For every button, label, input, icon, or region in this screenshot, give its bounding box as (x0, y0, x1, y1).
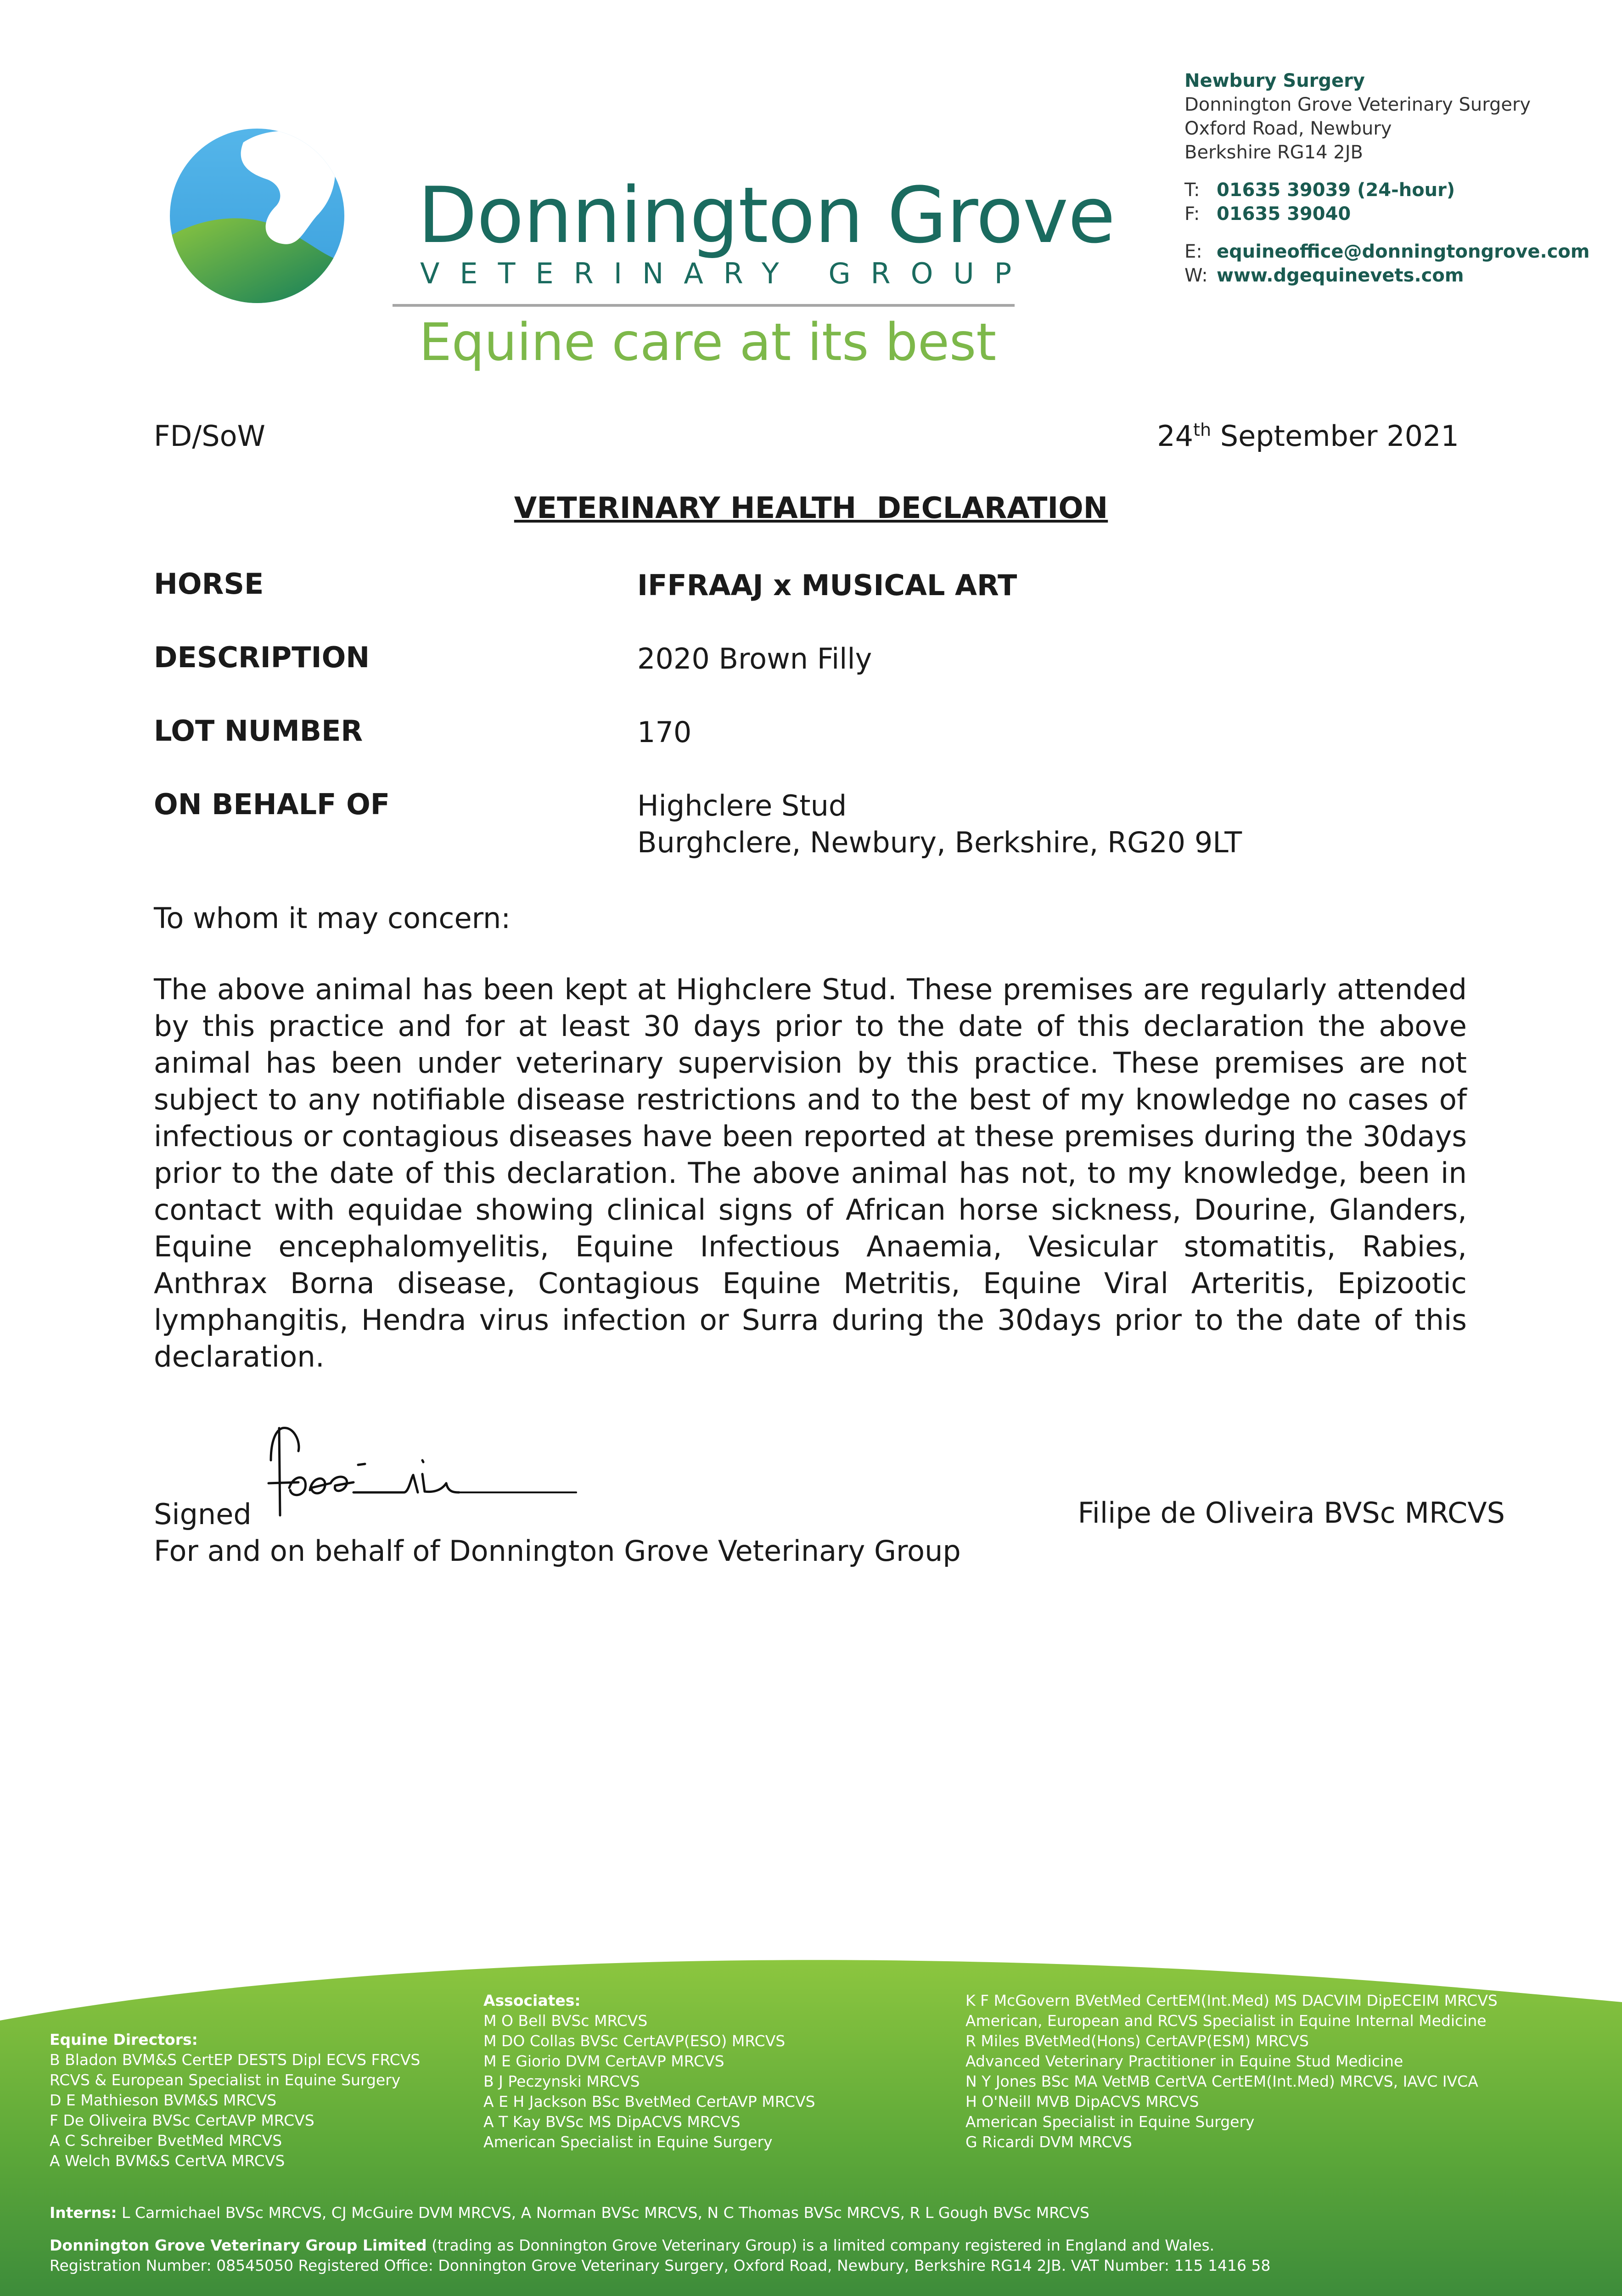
director-line: A Welch BVM&S CertVA MRCVS (50, 2152, 285, 2170)
associates-column (483, 1991, 815, 2152)
fax-number: 01635 39040 (1217, 203, 1351, 225)
web-row (1184, 264, 1590, 287)
email-label: E: (1184, 241, 1202, 262)
horse-label: HORSE (154, 567, 264, 601)
signer-name: Filipe de Oliveira BVSc MRCVS (1078, 1496, 1505, 1530)
website-link[interactable]: www.dgequinevets.com (1217, 265, 1464, 286)
declaration-body: The above animal has been kept at Highclere Stud. These premises are regularly attended by this practice and for at least 30 days prior to the date of this declaration the above animal has been under veterinary supervision by this practice. These premises are not subject to any notifiable disease restrictions and to the best of my knowledge no cases of infectious or contagious diseases have been reported at these premises during the 30days prior to the date of this declaration. The above animal has not, to my knowledge, been in contact with equidae showing clinical signs of African horse sickness, Dourine, Glanders, Equine encephalomyelitis, Equine Infectious Anaemia, Vesicular stomatitis, Rabies, Anthrax Borna disease, Contagious Equine Metritis, Equine Viral Arteritis, Epizootic lymphangitis, Hendra virus infection or Surra during the 30days prior to the date of this declaration. (154, 973, 1467, 1373)
greeting: To whom it may concern: (154, 901, 511, 935)
director-line: B Bladon BVM&S CertEP DESTS Dipl ECVS FRCVS (50, 2051, 421, 2069)
associate-line: K F McGovern BVetMed CertEM(Int.Med) MS DACVIM DipECEIM MRCVS (965, 1992, 1498, 2009)
interns-heading: Interns: (50, 2204, 117, 2222)
associate-line: R Miles BVetMed(Hons) CertAVP(ESM) MRCVS (965, 2032, 1309, 2050)
address-line: Oxford Road, Newbury (1184, 118, 1392, 139)
on-behalf-name: Highclere Stud (637, 789, 847, 822)
associate-line: Advanced Veterinary Practitioner in Equine Stud Medicine (965, 2052, 1403, 2070)
registration-line: Registration Number: 08545050 Registered Office: Donnington Grove Veterinary Surgery, Oxford Road, Newbury, Berkshire RG14 2JB. VAT Number: 115 1416 58 (50, 2257, 1271, 2274)
telephone-label: T: (1184, 180, 1200, 201)
contact-block (1184, 69, 1590, 287)
associate-line: B J Peczynski MRCVS (483, 2072, 640, 2090)
associate-line: A E H Jackson BSc BvetMed CertAVP MRCVS (483, 2093, 815, 2110)
email-link[interactable]: equineoffice@donningtongrove.com (1217, 241, 1590, 262)
reference: FD/SoW (154, 419, 265, 453)
on-behalf-value (637, 788, 1242, 861)
telephone-row (1184, 178, 1590, 202)
company-name: Donnington Grove Veterinary Group Limited (50, 2236, 427, 2254)
address-line: Donnington Grove Veterinary Surgery (1184, 94, 1531, 115)
lot-number-value: 170 (637, 715, 692, 749)
director-line: D E Mathieson BVM&S MRCVS (50, 2091, 277, 2109)
horse-value: IFFRAAJ x MUSICAL ART (637, 568, 1017, 602)
company-info (50, 2235, 1270, 2276)
address-line: Berkshire RG14 2JB (1184, 142, 1363, 163)
on-behalf-label: ON BEHALF OF (154, 788, 390, 821)
surgery-name: Newbury Surgery (1184, 70, 1365, 91)
brand-tagline: Equine care at its best (419, 313, 997, 372)
directors-column (50, 2030, 420, 2171)
letter-date (1157, 418, 1459, 455)
interns-line (50, 2203, 1089, 2223)
web-label: W: (1184, 265, 1208, 286)
associate-line: A T Kay BVSc MS DipACVS MRCVS (483, 2113, 741, 2131)
director-line: RCVS & European Specialist in Equine Surgery (50, 2071, 401, 2089)
associate-line: G Ricardi DVM MRCVS (965, 2133, 1132, 2151)
brand-name: Donnington Grove (418, 170, 1115, 260)
company-description: (trading as Donnington Grove Veterinary Group) is a limited company registered in England and Wales. (427, 2236, 1215, 2254)
date-rest: September 2021 (1211, 419, 1459, 453)
associates-heading: Associates: (483, 1992, 581, 2009)
signed-label: Signed (154, 1497, 252, 1531)
email-row (1184, 240, 1590, 264)
associate-line: M O Bell BVSc MRCVS (483, 2012, 648, 2030)
associate-line: American Specialist in Equine Surgery (965, 2113, 1255, 2131)
associate-line: American, European and RCVS Specialist in Equine Internal Medicine (965, 2012, 1487, 2030)
fax-label: F: (1184, 203, 1200, 225)
fax-row (1184, 202, 1590, 226)
document-title: VETERINARY HEALTH DECLARATION (514, 491, 1108, 525)
date-suffix: th (1193, 420, 1212, 440)
interns-list: L Carmichael BVSc MRCVS, CJ McGuire DVM MRCVS, A Norman BVSc MRCVS, N C Thomas BVSc MRCVS, R L Gough BVSc MRCVS (117, 2204, 1089, 2222)
associate-line: N Y Jones BSc MA VetMB CertVA CertEM(Int.Med) MRCVS, IAVC IVCA (965, 2072, 1478, 2090)
telephone-number[interactable]: 01635 39039 (24-hour) (1217, 180, 1455, 201)
on-behalf-address: Burghclere, Newbury, Berkshire, RG20 9LT (637, 826, 1242, 859)
description-label: DESCRIPTION (154, 641, 370, 674)
lot-number-label: LOT NUMBER (154, 714, 363, 748)
description-value: 2020 Brown Filly (637, 642, 872, 675)
associate-line: M E Giorio DVM CertAVP MRCVS (483, 2052, 724, 2070)
signature-image (266, 1424, 578, 1520)
date-day: 24 (1157, 419, 1194, 453)
director-line: A C Schreiber BvetMed MRCVS (50, 2132, 282, 2150)
company-logo (165, 124, 349, 308)
associates-right-column (965, 1991, 1498, 2152)
on-behalf-line: For and on behalf of Donnington Grove Veterinary Group (154, 1534, 961, 1568)
company-line (50, 2235, 1270, 2256)
associate-line: M DO Collas BVSc CertAVP(ESO) MRCVS (483, 2032, 786, 2050)
director-line: F De Oliveira BVSc CertAVP MRCVS (50, 2111, 314, 2129)
brand-subtitle: VETERINARY GROUP (420, 257, 1032, 290)
directors-heading: Equine Directors: (50, 2031, 198, 2048)
associate-line: H O'Neill MVB DipACVS MRCVS (965, 2093, 1199, 2110)
brand-divider (393, 304, 1015, 307)
associate-line: American Specialist in Equine Surgery (483, 2133, 773, 2151)
